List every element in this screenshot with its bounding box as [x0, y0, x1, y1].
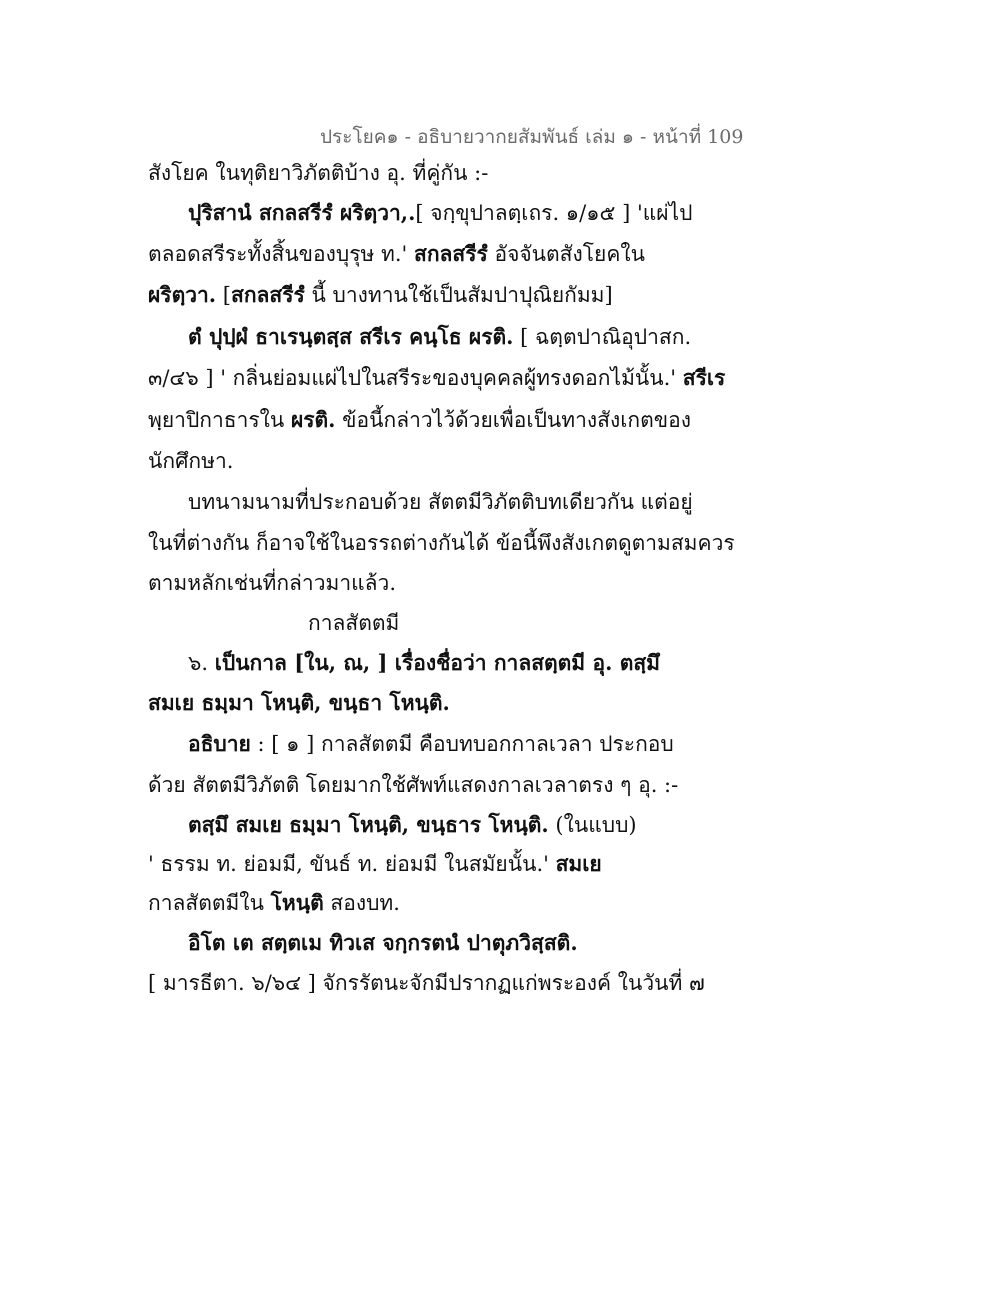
- page-header: ประโยค๑ - อธิบายวากยสัมพันธ์ เล่ม ๑ - หน้าที่ 109: [320, 126, 744, 148]
- text-line-4: ผริตฺวา. [สกลสรีรํ นี้ บางทานใช้เป็นสัมปาปุณิยกัมม]: [148, 282, 613, 307]
- text-line-8: นักศึกษา.: [148, 449, 234, 473]
- section-heading: กาลสัตตมี: [308, 611, 400, 635]
- text-line-2: ปุริสานํ สกลสรีรํ ผริตฺวา,.[ จกฺขุปาลตฺเถร. ๑/๑๕ ] 'แผ่ไป: [188, 200, 693, 225]
- text-line-1: สังโยค ในทุติยาวิภัตติบ้าง อุ. ที่คู่กัน :-: [148, 161, 489, 185]
- text-line-15: อธิบาย : [ ๑ ] กาลสัตตมี คือบทบอกกาลเวลา ประกอบ: [188, 731, 674, 756]
- text-line-6: ๓/๔๖ ] ' กลิ่นย่อมแผ่ไปในสรีระของบุคคลผู้ทรงดอกไม้นั้น.' สรีเร: [148, 365, 726, 390]
- text-line-3: ตลอดสรีระทั้งสิ้นของบุรุษ ท.' สกลสรีรํ อัจจันตสังโยคใน: [148, 241, 645, 266]
- text-line-10: ในที่ต่างกัน ก็อาจใช้ในอรรถต่างกันได้ ข้อนี้พึงสังเกตดูตามสมควร: [148, 531, 735, 555]
- text-line-5: ตํ ปุปฺผํ ธาเรนฺตสฺส สรีเร คนฺโธ ผรติ. [ ฉตฺตปาณิอุปาสก.: [188, 324, 692, 349]
- text-line-13: ๖. เป็นกาล [ใน, ณ, ] เรื่องชื่อว่า กาลสตฺตมี อุ. ตสฺมึ: [188, 650, 660, 675]
- text-line-17: ตสฺมึ สมเย ธมฺมา โหนฺติ, ขนฺธาร โหนฺติ. (ในแบบ): [188, 812, 637, 837]
- text-line-7: พฺยาปิกาธารใน ผรติ. ข้อนี้กล่าวไว้ด้วยเพื่อเป็นทางสังเกตของ: [148, 407, 691, 432]
- text-line-20: อิโต เต สตฺตเม ทิวเส จกฺกรตนํ ปาตุภวิสฺสติ.: [188, 930, 578, 955]
- text-line-19: กาลสัตตมีใน โหนฺติ สองบท.: [148, 890, 400, 915]
- text-line-18: ' ธรรม ท. ย่อมมี, ขันธ์ ท. ย่อมมี ในสมัยนั้น.' สมเย: [148, 851, 602, 876]
- text-line-16: ด้วย สัตตมีวิภัตติ โดยมากใช้ศัพท์แสดงกาลเวลาตรง ๆ อุ. :-: [148, 773, 679, 797]
- text-line-21: [ มารธีตา. ๖/๖๔ ] จักรรัตนะจักมีปรากฏแก่พระองค์ ในวันที่ ๗: [148, 971, 705, 995]
- text-line-11: ตามหลักเช่นที่กล่าวมาแล้ว.: [148, 571, 397, 595]
- text-line-14: สมเย ธมฺมา โหนฺติ, ขนฺธา โหนฺติ.: [148, 690, 450, 715]
- text-line-9: บทนามนามที่ประกอบด้วย สัตตมีวิภัตติบทเดียวกัน แต่อยู่: [188, 490, 693, 514]
